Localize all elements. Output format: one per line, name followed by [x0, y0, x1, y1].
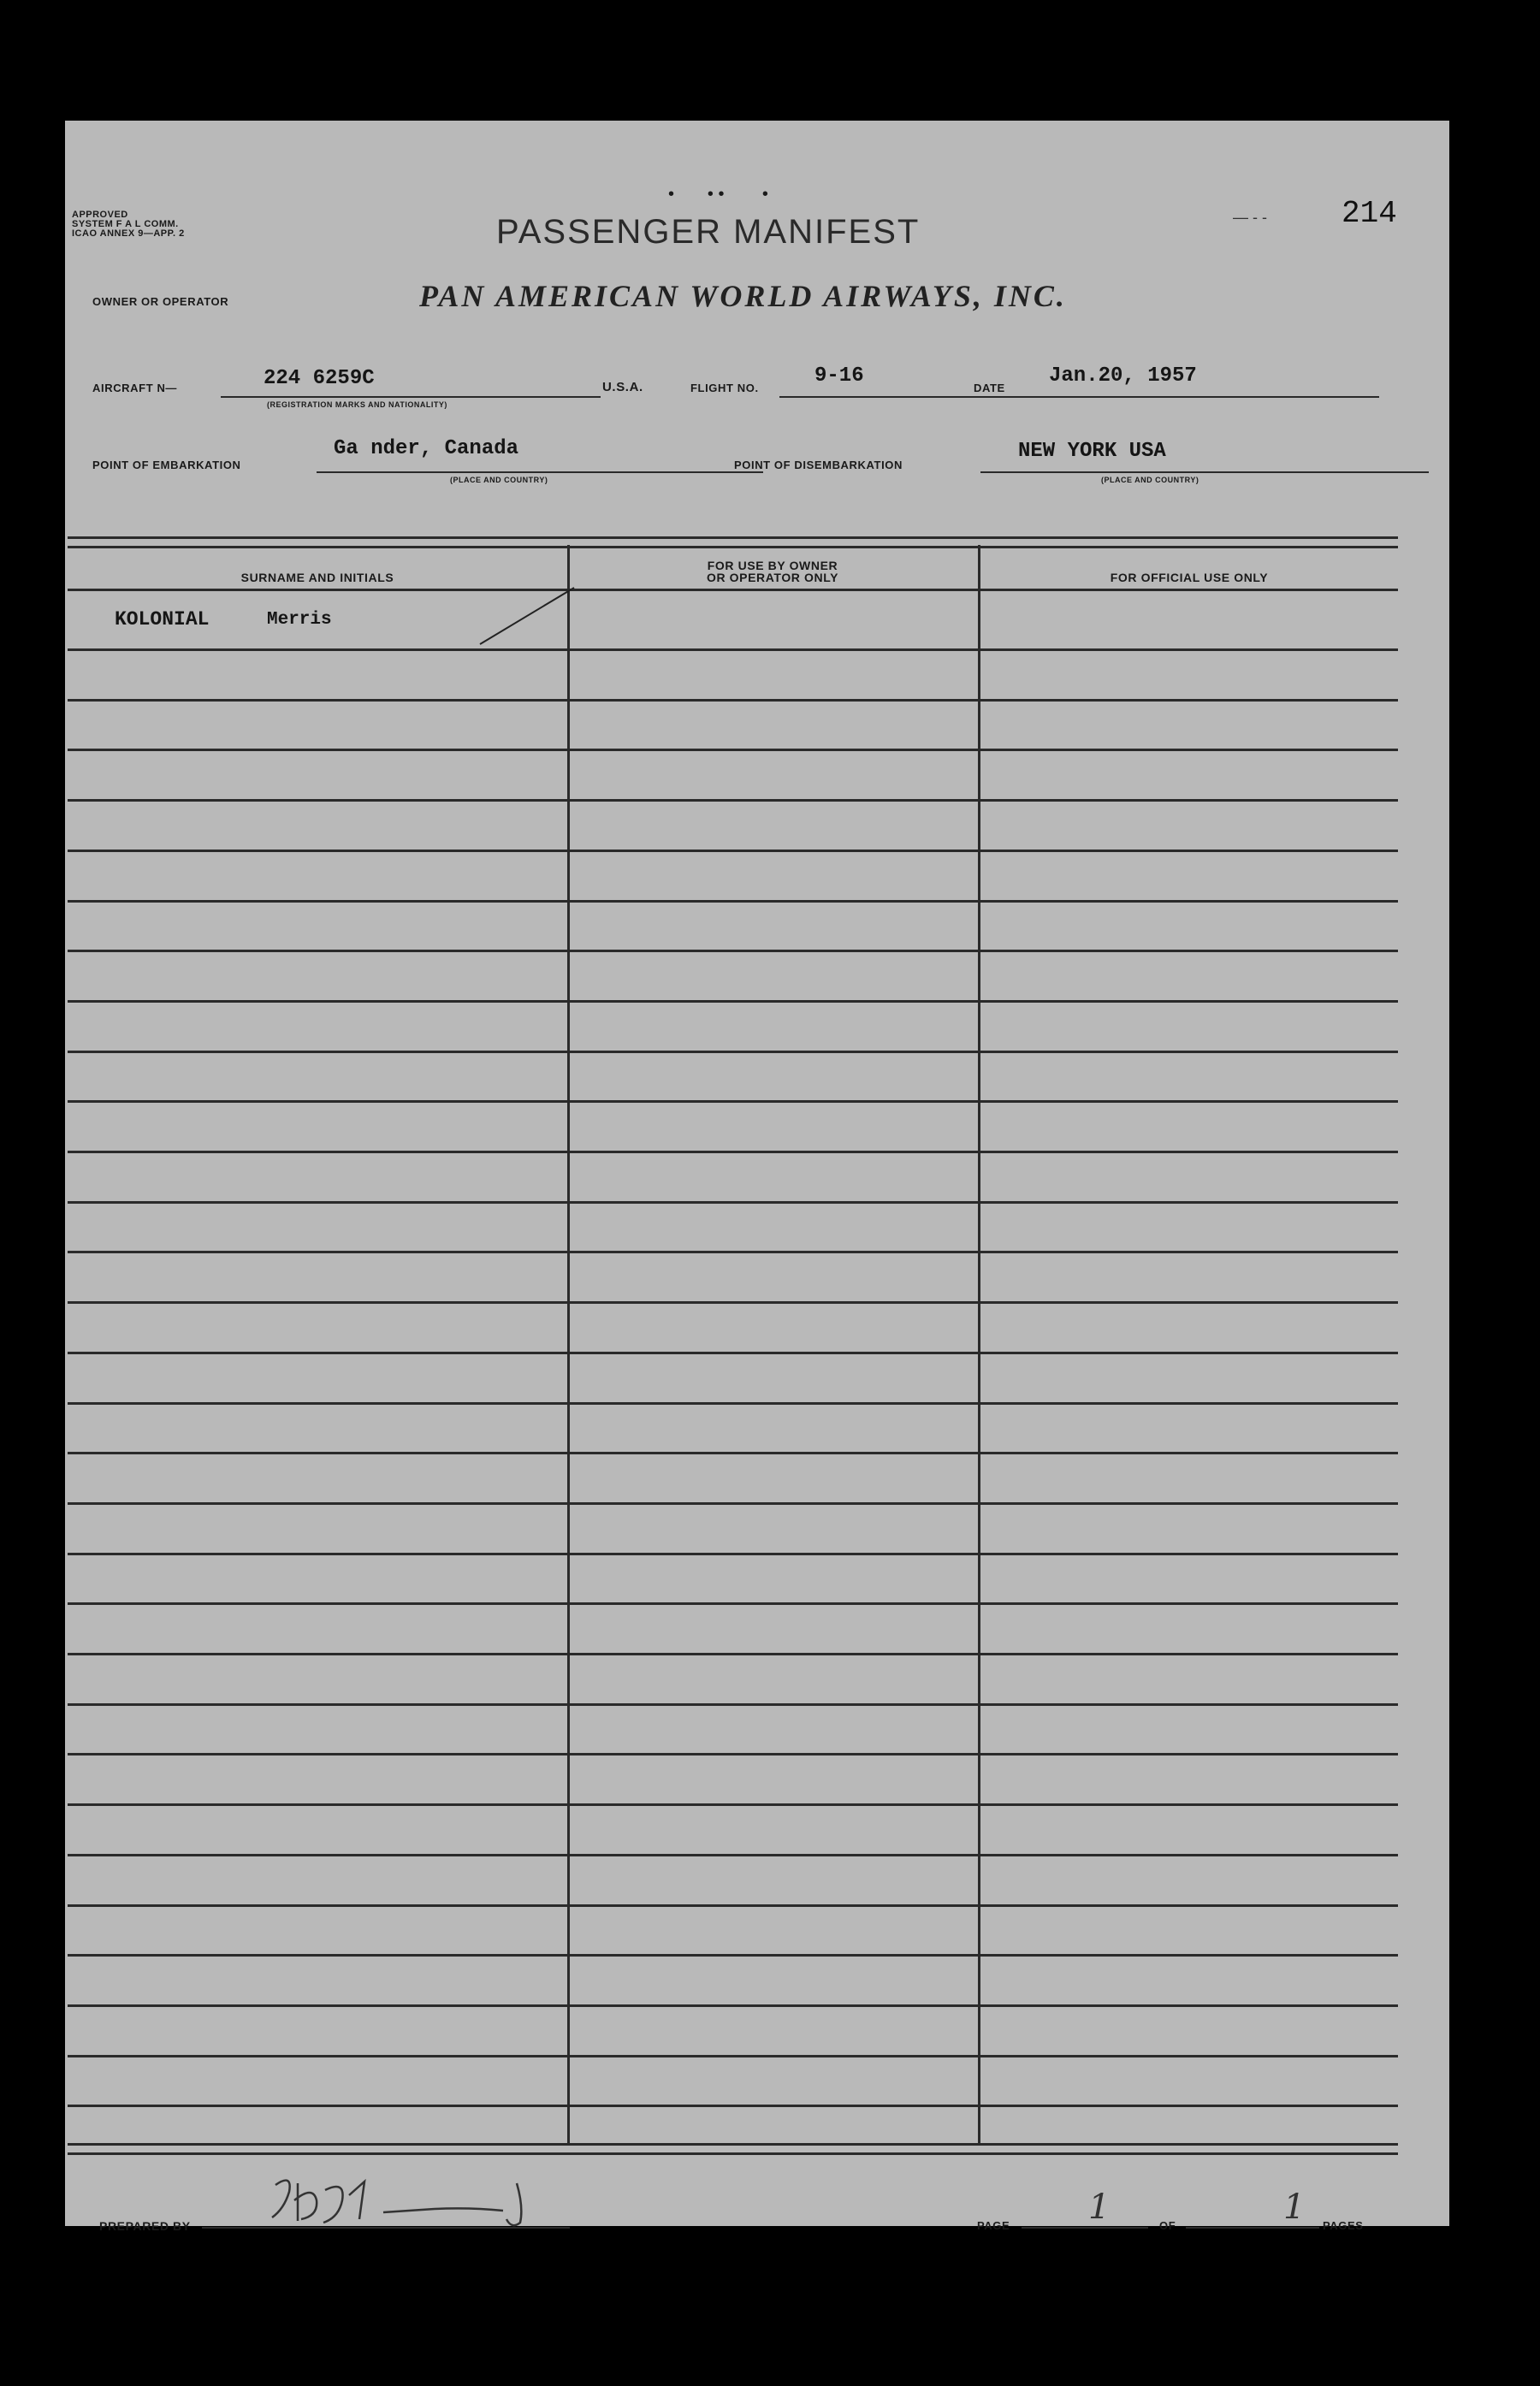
embarkation-value: Ga nder, Canada	[334, 437, 519, 460]
column-header-official-use: FOR OFFICIAL USE ONLY	[1110, 571, 1269, 584]
row-rule	[68, 1653, 1398, 1655]
embarkation-sublabel: (PLACE AND COUNTRY)	[450, 476, 548, 484]
row-rule	[68, 950, 1398, 952]
embarkation-label: POINT OF EMBARKATION	[92, 459, 241, 471]
row-rule	[68, 1352, 1398, 1354]
row-rule	[68, 1502, 1398, 1505]
stray-marks: • • • •	[668, 185, 768, 204]
row-rule	[68, 2004, 1398, 2007]
owner-label: OWNER OR OPERATOR	[92, 295, 229, 308]
country-label: U.S.A.	[602, 380, 643, 394]
aircraft-underline	[221, 396, 601, 398]
row-rule	[68, 1452, 1398, 1454]
row-rule	[68, 2055, 1398, 2057]
disembarkation-value: NEW YORK USA	[1018, 440, 1166, 463]
row-rule	[68, 749, 1398, 751]
page-title: PASSENGER MANIFEST	[496, 213, 921, 251]
row-rule	[68, 1051, 1398, 1053]
row-rule	[68, 1803, 1398, 1806]
pages-label: PAGES	[1323, 2219, 1364, 2232]
page-value: 1	[1088, 2188, 1111, 2227]
header-bottom-rule	[68, 589, 1398, 591]
aircraft-label: AIRCRAFT N—	[92, 382, 178, 394]
row-rule	[68, 2105, 1398, 2107]
of-value: 1	[1283, 2188, 1306, 2227]
row-rule	[68, 648, 1398, 651]
row-rule	[68, 1854, 1398, 1856]
disembarkation-label: POINT OF DISEMBARKATION	[734, 459, 903, 471]
aircraft-sublabel: (REGISTRATION MARKS AND NATIONALITY)	[267, 400, 447, 409]
stray-dash: — - -	[1233, 209, 1267, 226]
row-rule	[68, 1301, 1398, 1304]
row-rule	[68, 799, 1398, 802]
embarkation-underline	[317, 471, 763, 473]
date-value: Jan.20, 1957	[1049, 364, 1197, 388]
manifest-sheet	[65, 121, 1449, 2233]
approval-line-1: APPROVED	[72, 210, 128, 220]
page-number: 214	[1342, 196, 1397, 231]
row-rule	[68, 1251, 1398, 1253]
row-rule	[68, 1100, 1398, 1103]
table-bottom-rule	[68, 2143, 1398, 2155]
row-rule	[68, 850, 1398, 852]
approval-line-3: ICAO ANNEX 9—APP. 2	[72, 228, 185, 239]
row-rule	[68, 1602, 1398, 1605]
flight-underline	[779, 396, 1036, 398]
column-header-owner-use: FOR USE BY OWNER OR OPERATOR ONLY	[706, 559, 839, 584]
prepared-by-label: PREPARED BY	[99, 2219, 191, 2233]
aircraft-value: 224 6259C	[264, 367, 375, 390]
row-rule	[68, 1553, 1398, 1555]
page-underline	[1022, 2227, 1148, 2229]
page-label: PAGE	[977, 2219, 1010, 2232]
column-header-surname: SURNAME AND INITIALS	[240, 571, 394, 584]
disembarkation-sublabel: (PLACE AND COUNTRY)	[1101, 476, 1199, 484]
row-rule	[68, 900, 1398, 903]
row-rule	[68, 1753, 1398, 1755]
row-rule	[68, 1904, 1398, 1907]
row-rule	[68, 699, 1398, 702]
row-rule	[68, 1402, 1398, 1405]
table-top-rule	[68, 536, 1398, 548]
of-underline	[1186, 2227, 1319, 2229]
owner-value: PAN AMERICAN WORLD AIRWAYS, INC.	[419, 279, 1067, 313]
passenger-given-name: Merris	[267, 610, 332, 630]
passenger-surname: KOLONIAL	[115, 608, 210, 631]
tick-mark	[476, 584, 578, 648]
row-rule	[68, 1201, 1398, 1204]
flight-value: 9-16	[814, 364, 864, 388]
date-label: DATE	[974, 382, 1005, 394]
row-rule	[68, 1954, 1398, 1957]
date-underline	[1015, 396, 1379, 398]
signature	[264, 2166, 572, 2247]
row-rule	[68, 1000, 1398, 1003]
approval-line-2: SYSTEM F A L COMM.	[72, 219, 179, 229]
row-rule	[68, 1151, 1398, 1153]
approval-block	[72, 210, 185, 239]
row-rule	[68, 1703, 1398, 1706]
flight-label: FLIGHT NO.	[690, 382, 759, 394]
of-label: OF	[1159, 2219, 1176, 2232]
disembarkation-underline	[980, 471, 1429, 473]
signature-scrawl	[264, 2166, 572, 2235]
